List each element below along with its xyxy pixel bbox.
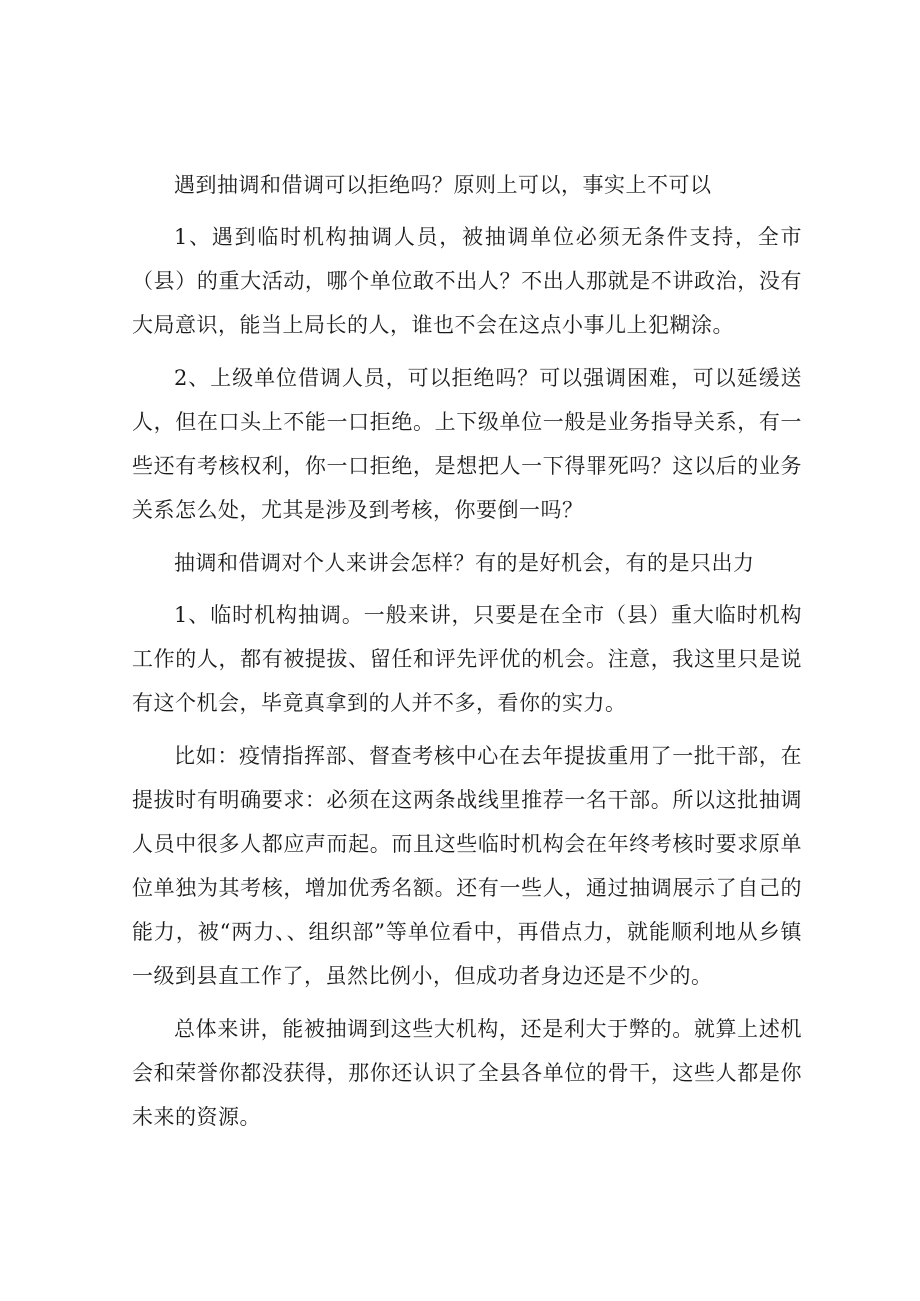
section-heading-personal-impact: 抽调和借调对个人来讲会怎样？有的是好机会，有的是只出力 xyxy=(174,551,755,575)
section-heading-refuse: 遇到抽调和借调可以拒绝吗？原则上可以，事实上不可以 xyxy=(174,173,712,197)
paragraph-superior-secondment: 2、上级单位借调人员，可以拒绝吗？可以强调困难，可以延缓送人，但在口头上不能一口拒绝。上下级单位一般是业务指导关系，有一些还有考核权利，你一口拒绝，是想把人一下得罪死吗？这以后的业务关系怎么处，尤其是涉及到考核，你要倒一吗？ xyxy=(132,366,802,522)
document-body xyxy=(132,163,802,1148)
paragraph-example: 比如：疫情指挥部、督查考核中心在去年提拔重用了一批干部，在提拔时有明确要求：必须在这两条战线里推荐一名干部。所以这批抽调人员中很多人都应声而起。而且这些临时机构会在年终考核时要求原单位单独为其考核，增加优秀名额。还有一些人，通过抽调展示了自己的能力，被“两力、、组织部”等单位看中，再借点力，就能顺利地从乡镇一级到县直工作了，虽然比例小，但成功者身边还是不少的。 xyxy=(132,744,802,988)
paragraph-temporary-agency: 1、遇到临时机构抽调人员，被抽调单位必须无条件支持，全市（县）的重大活动，哪个单位敢不出人？不出人那就是不讲政治，没有大局意识，能当上局长的人，谁也不会在这点小事儿上犯糊涂。 xyxy=(132,225,802,337)
paragraph-summary: 总体来讲，能被抽调到这些大机构，还是利大于弊的。就算上述机会和荣誉你都没获得，那你还认识了全县各单位的骨干，这些人都是你未来的资源。 xyxy=(132,1017,802,1129)
paragraph-opportunity: 1、临时机构抽调。一般来讲，只要是在全市（县）重大临时机构工作的人，都有被提拔、留任和评先评优的机会。注意，我这里只是说有这个机会，毕竟真拿到的人并不多，看你的实力。 xyxy=(132,603,802,715)
